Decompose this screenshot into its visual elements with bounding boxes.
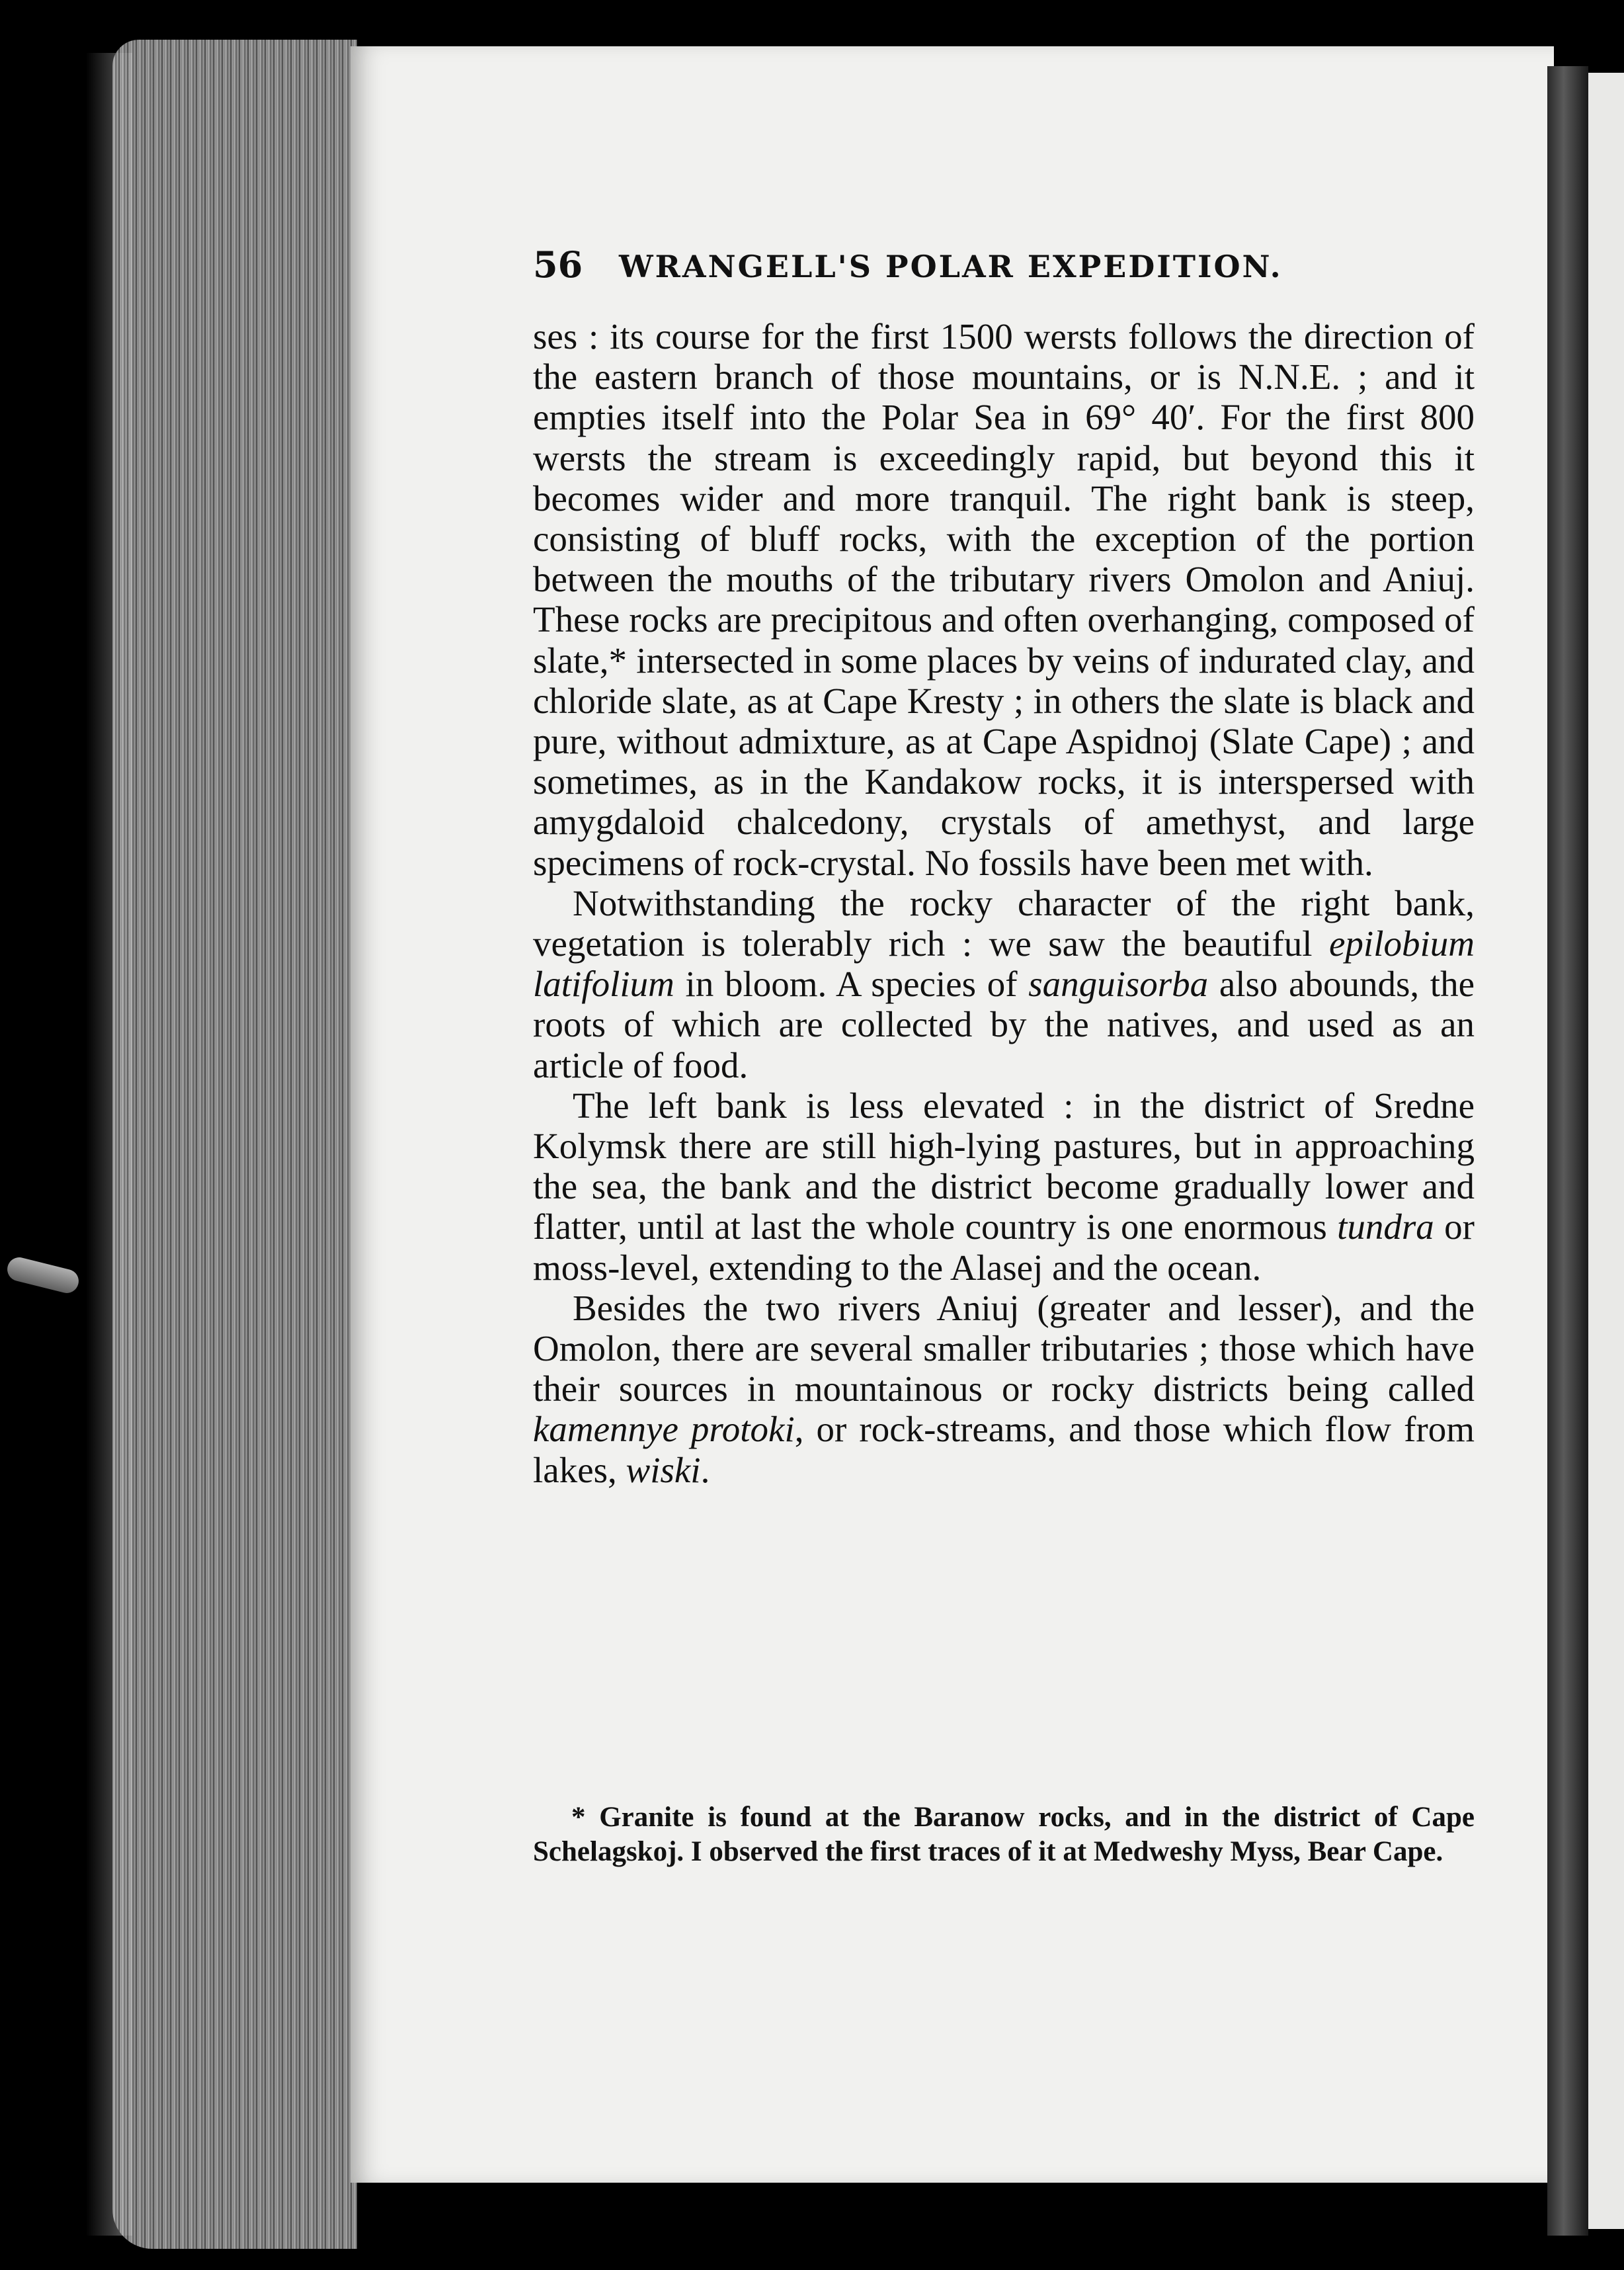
paragraph-text: .: [700, 1449, 710, 1490]
body-text: [533, 316, 1475, 1490]
italic-term: kamennye protoki: [533, 1409, 795, 1450]
facing-page-edge: [1588, 73, 1624, 2229]
page-edges-stack: [112, 40, 357, 2249]
paragraph-text: Notwithstanding the rocky character of the right bank, vegetation is tolerably rich : we saw the beautiful: [533, 882, 1475, 964]
paragraph-text: in bloom. A species of: [674, 964, 1029, 1005]
paragraph-3: [533, 1085, 1475, 1288]
paragraph-2: [533, 883, 1475, 1085]
running-title: WRANGELL'S POLAR EXPEDITION.: [619, 249, 1283, 284]
paragraph-1: [533, 316, 1475, 883]
paragraph-text: The left bank is less elevated : in the district of Sredne Kolymsk there are still high-lying pastures, but in approaching the sea, the bank and the district become gradually lower and flatter, until at last the whole country is one enormous: [533, 1085, 1475, 1247]
paper-clip: [5, 1255, 81, 1296]
paragraph-text: also abounds, the roots of which are collected by the natives, and used as an article of food.: [533, 964, 1475, 1085]
paragraph-text: ses : its course for the first 1500 wersts follows the direction of the eastern branch of those mountains, or is N.N.E. ; and it empties itself into the Polar Sea in 69° 40′. For the first 800 wersts the stream is exceedingly rapid, but beyond this it becomes wider and more tranquil. The right bank is steep, consisting of bluff rocks, with the exception of the portion between the mouths of the tributary rivers Omolon and Aniuj. These rocks are precipitous and often overhanging, composed of slate,* intersected in some places by veins of indurated clay, and chloride slate, as at Cape Kresty ; in others the slate is black and pure, without admixture, as at Cape Aspidnoj (Slate Cape) ; and sometimes, as in the Kandakow rocks, it is interspersed with amygdaloid chalcedony, crystals of amethyst, and large specimens of rock-crystal. No fossils have been met with.: [533, 316, 1475, 883]
paragraph-text: Besides the two rivers Aniuj (greater and lesser), and the Omolon, there are several smaller tributaries ; those which have their sources in mountainous or rocky districts being called: [533, 1287, 1475, 1409]
footnote: * Granite is found at the Baranow rocks, and in the district of Cape Schelagskoj. I observed the first traces of it at Medweshy Myss, Bear Cape.: [533, 1802, 1475, 1867]
paragraph-4: [533, 1288, 1475, 1490]
paragraph-text: or moss-level, extending to the Alasej and the ocean.: [533, 1206, 1475, 1288]
paragraph-text: , or rock-streams, and those which flow from lakes,: [533, 1409, 1475, 1490]
page-number: 56: [533, 243, 583, 286]
italic-term: wiski: [626, 1449, 701, 1490]
italic-term: epilobium latifolium: [533, 923, 1475, 1005]
italic-term: sanguisorba: [1028, 964, 1209, 1005]
page-header: [533, 243, 1373, 294]
italic-term: tundra: [1337, 1206, 1434, 1247]
gutter-shadow: [1547, 66, 1588, 2236]
